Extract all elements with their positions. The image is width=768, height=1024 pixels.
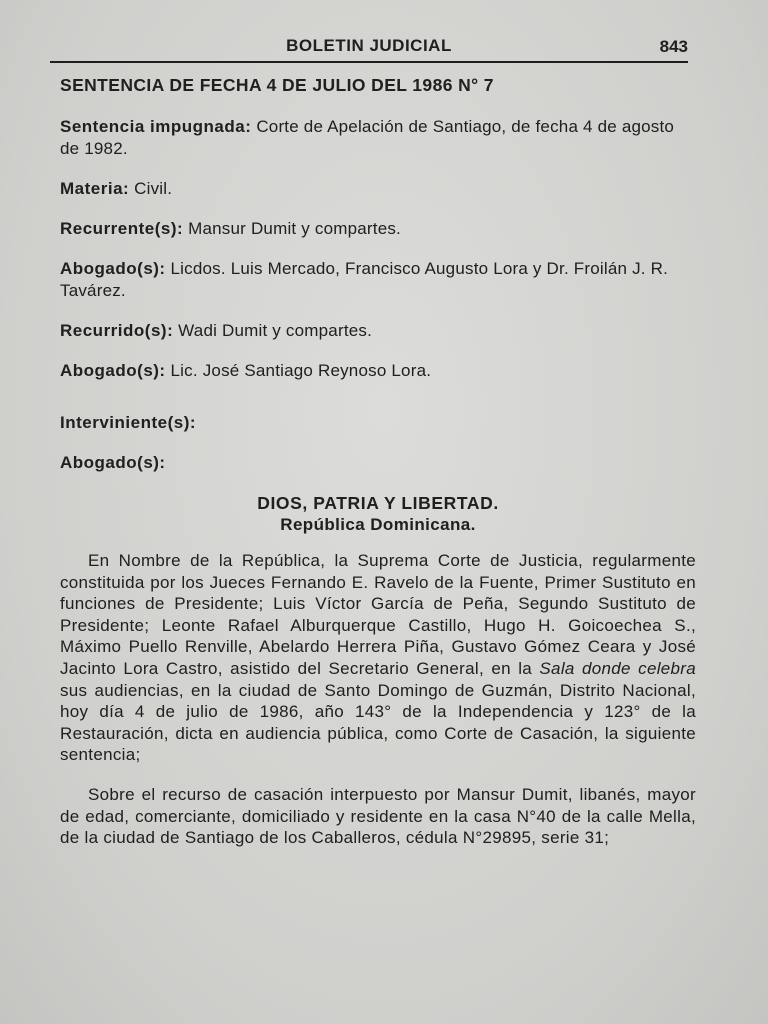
national-motto: DIOS, PATRIA Y LIBERTAD. bbox=[257, 493, 499, 513]
document-body bbox=[60, 74, 696, 867]
field-value: Corte de Apelación de Santiago, de fecha 4 de agosto de 1982. bbox=[60, 117, 675, 158]
field-label: Sentencia impugnada: bbox=[60, 117, 252, 136]
journal-title: BOLETIN JUDICIAL bbox=[286, 36, 452, 55]
field-materia bbox=[60, 178, 696, 200]
field-value: Civil. bbox=[134, 179, 173, 198]
field-value: Licdos. Luis Mercado, Francisco Augusto Lora y Dr. Froilán J. R. Tavárez. bbox=[60, 259, 669, 300]
field-value: Mansur Dumit y compartes. bbox=[188, 219, 401, 238]
field-label: Abogado(s): bbox=[60, 453, 166, 472]
paragraph-text: sus audiencias, en la ciudad de Santo Domingo de Guzmán, Distrito Nacional, hoy día 4 de julio de 1986, año 143° de la Independencia y 123° de la Restauración, dicta en audiencia pública, como Corte de Casación, la siguiente sentencia; bbox=[60, 680, 696, 765]
field-label: Abogado(s): bbox=[60, 361, 166, 380]
header-rule bbox=[50, 61, 688, 63]
field-interviniente bbox=[60, 412, 696, 434]
paragraph-recurso: Sobre el recurso de casación interpuesto por Mansur Dumit, libanés, mayor de edad, comerciante, domiciliado y residente en la casa N°40 de la calle Mella, de la ciudad de Santiago de los Caballeros, cédula N°29895, serie 31; bbox=[60, 784, 696, 848]
paragraph-court-composition bbox=[60, 550, 696, 766]
page-number: 843 bbox=[659, 37, 688, 56]
field-label: Recurrido(s): bbox=[60, 321, 174, 340]
field-recurrido bbox=[60, 320, 696, 342]
field-value: Lic. José Santiago Reynoso Lora. bbox=[170, 361, 432, 380]
paragraph-text: En Nombre de la República, la Suprema Corte de Justicia, regularmente constituida por los Jueces Fernando E. Ravelo de la Fuente, Primer Sustituto en funciones de Presidente; Luis Víctor García de Peña, Segundo Sustituto de Presidente; Leonte Rafael Alburquerque Castillo, Hugo H. Goicoechea S., Máximo Puello Renville, Abelardo Herrera Piña, Gustavo Gómez Ceara y José Jacinto Lora Castro, asistido del Secretario General, en la bbox=[60, 551, 696, 678]
field-label: Abogado(s): bbox=[60, 259, 166, 278]
republic-name: República Dominicana. bbox=[280, 515, 476, 534]
field-abogados-recurrente bbox=[60, 258, 696, 302]
sentence-title: SENTENCIA DE FECHA 4 DE JULIO DEL 1986 N° 7 bbox=[60, 75, 494, 95]
field-label: Recurrente(s): bbox=[60, 219, 184, 238]
field-value: Wadi Dumit y compartes. bbox=[178, 321, 373, 340]
field-label: Materia: bbox=[60, 179, 130, 198]
paragraph-italic-text: Sala donde celebra bbox=[539, 658, 697, 678]
field-abogado-interviniente bbox=[60, 452, 696, 474]
field-sentencia-impugnada bbox=[60, 116, 696, 160]
field-label: Interviniente(s): bbox=[60, 413, 197, 432]
running-header bbox=[50, 34, 688, 64]
field-abogado-recurrido bbox=[60, 360, 696, 382]
field-recurrente bbox=[60, 218, 696, 240]
